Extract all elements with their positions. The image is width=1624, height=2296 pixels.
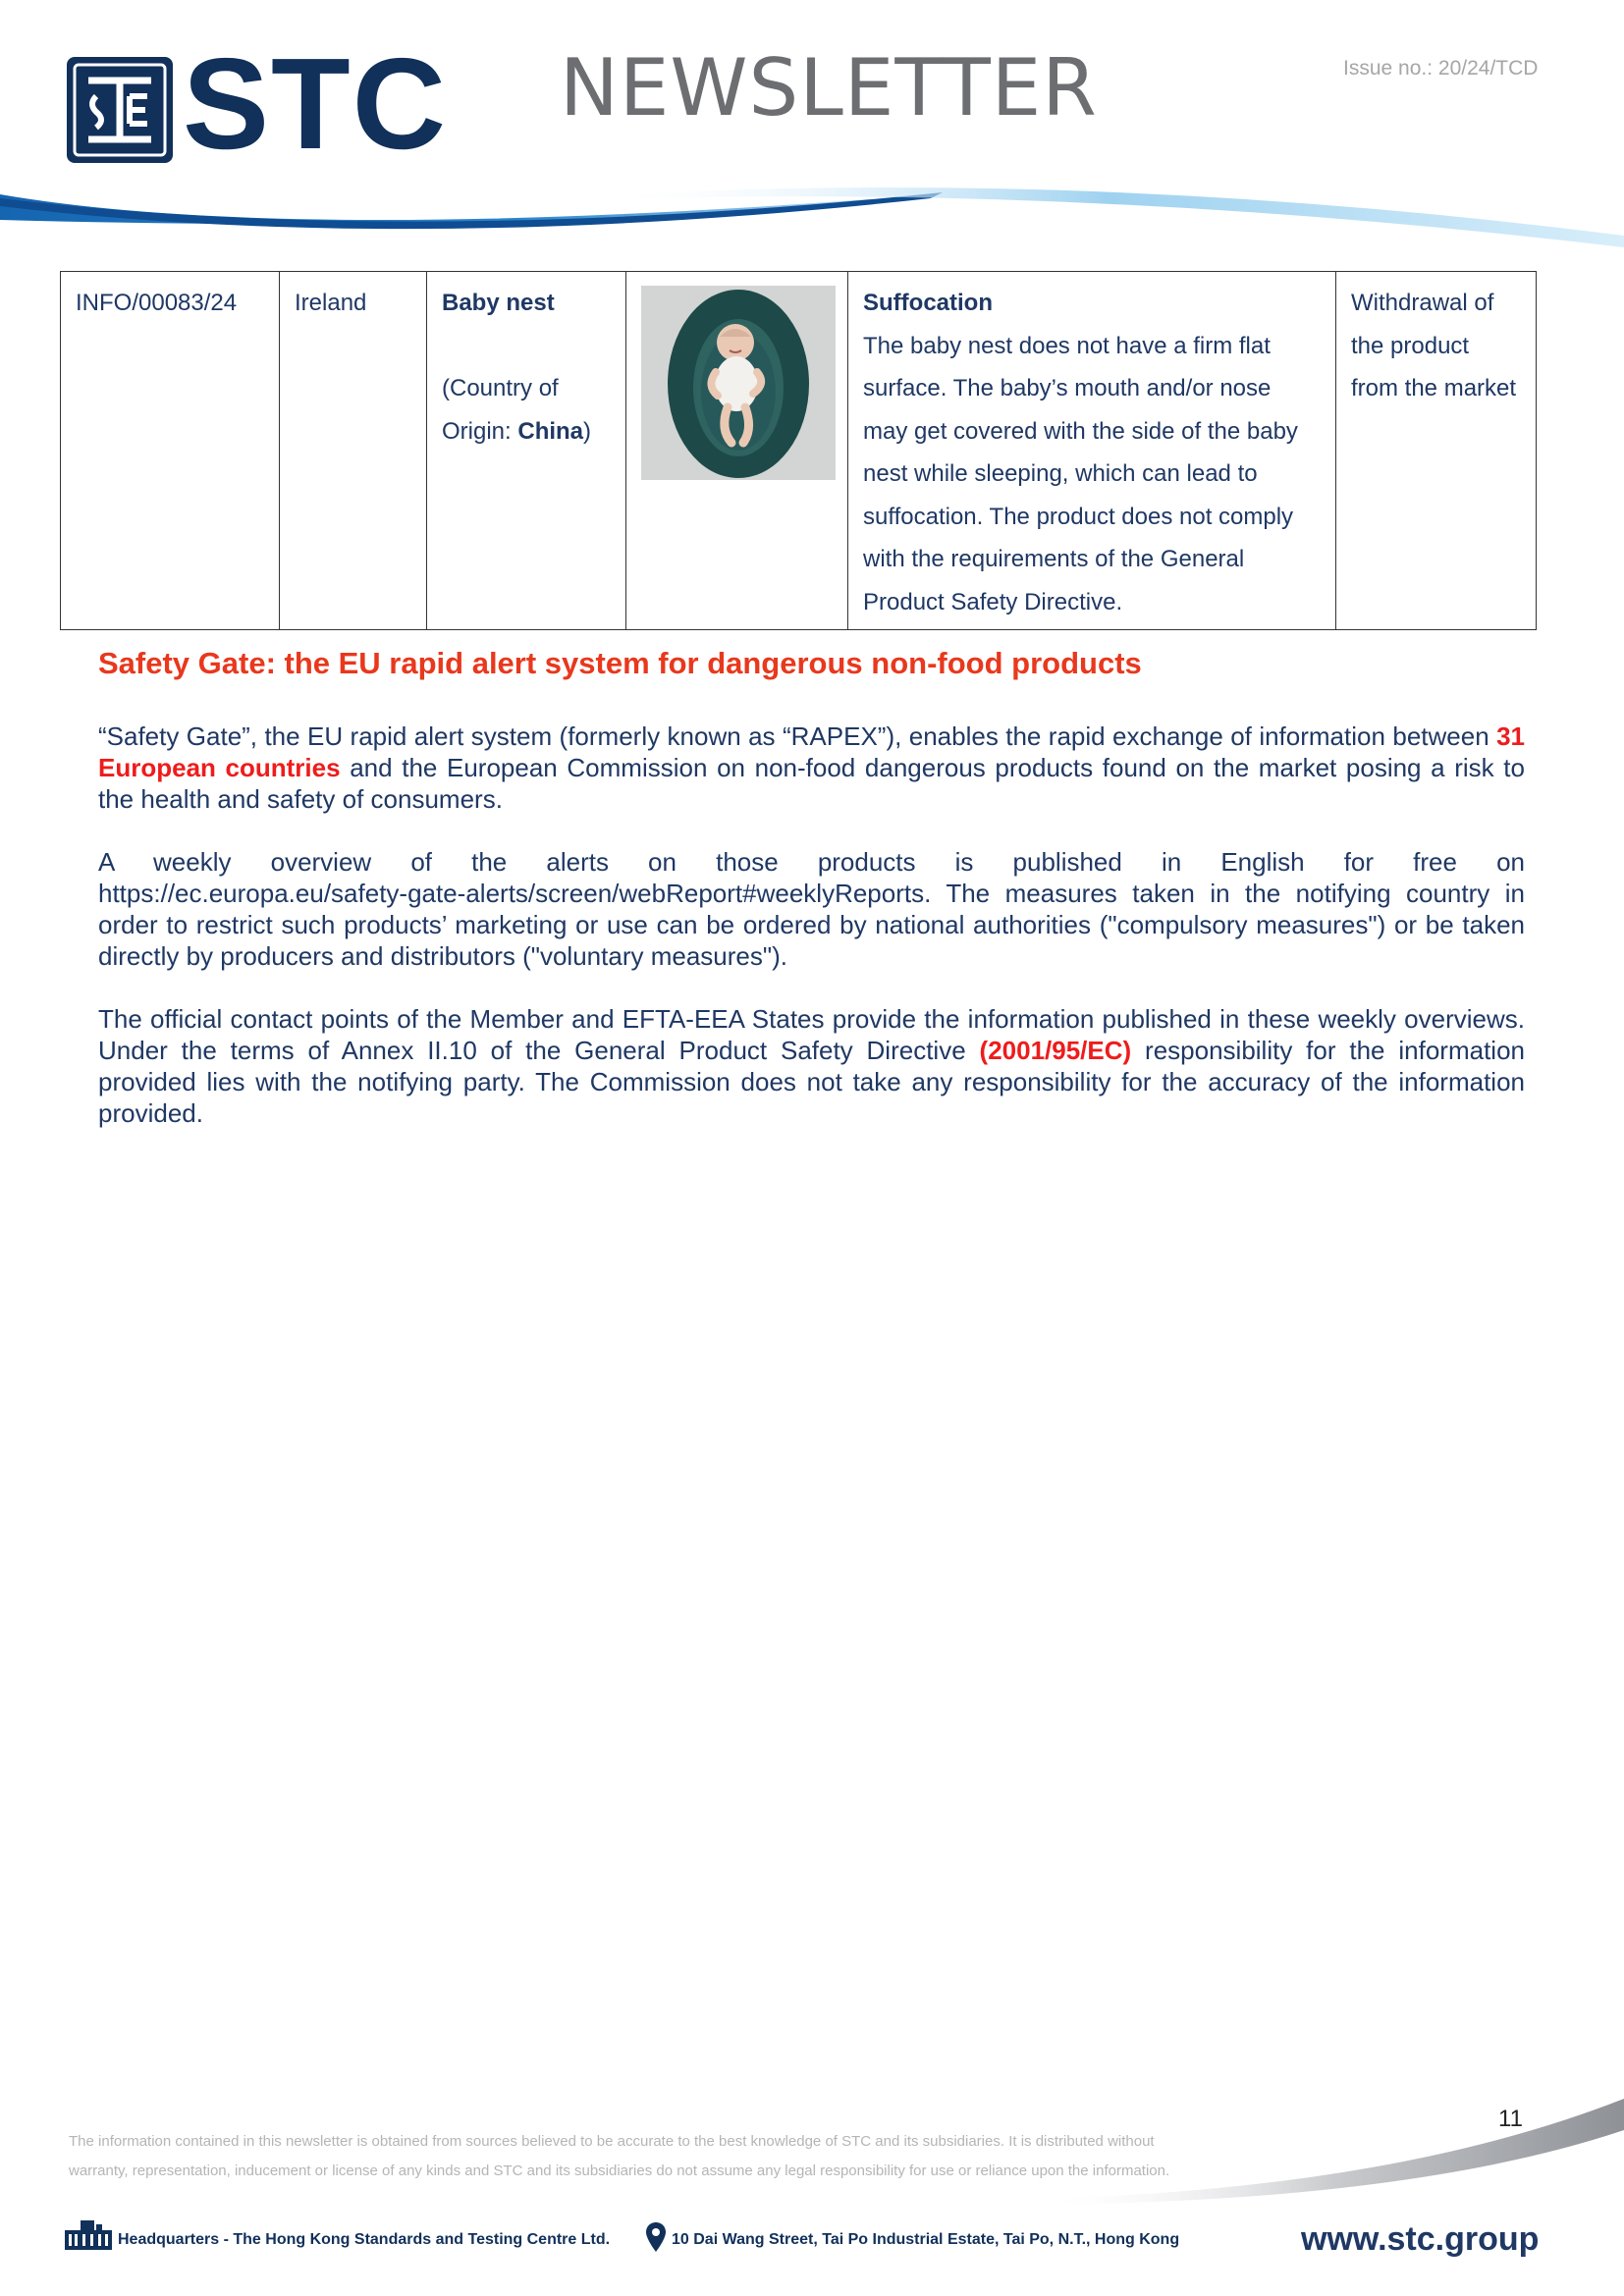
paragraph-weekly-overview	[98, 846, 1525, 972]
headquarters-text: Headquarters - The Hong Kong Standards and Testing Centre Ltd.	[118, 2231, 611, 2248]
page-number: 11	[1498, 2106, 1523, 2132]
reference-cell	[61, 272, 280, 630]
origin-label: Origin:	[442, 417, 518, 445]
newsletter-title: NEWSLETTER	[560, 42, 1098, 133]
alert-country: Ireland	[295, 290, 367, 316]
photo-cell	[626, 272, 848, 630]
origin-line	[442, 410, 612, 454]
product-cell	[427, 272, 626, 630]
para2-first-line: A weekly overview of the alerts on those products is published in English for free on	[98, 847, 1525, 877]
para1-text-a: “Safety Gate”, the EU rapid alert system (formerly known as “RAPEX”), enables the rapid exchange of information between	[98, 721, 1497, 751]
section-heading: Safety Gate: the EU rapid alert system for dangerous non-food products	[98, 646, 1142, 680]
header-swoosh-decoration	[0, 177, 1624, 265]
para1-text-b: and the European Commission on non-food dangerous products found on the market posing a risk to the health and safety of consumers.	[98, 753, 1525, 814]
product-name: Baby nest	[442, 290, 555, 316]
address-text: 10 Dai Wang Street, Tai Po Industrial Estate, Tai Po, N.T., Hong Kong	[672, 2231, 1180, 2248]
issue-number: Issue no.: 20/24/TCD	[1343, 57, 1539, 80]
para3-text-b: responsibility for the information provided lies with the notifying party. The Commission does not take any responsibility for the accuracy of the information provided.	[98, 1036, 1525, 1128]
website-link[interactable]: www.stc.group	[1301, 2220, 1540, 2258]
origin-suffix: )	[583, 417, 592, 445]
measures-text: Withdrawal of the product from the market	[1351, 290, 1517, 401]
building-icon	[63, 2218, 114, 2250]
table-row	[61, 272, 1537, 630]
risk-description: The baby nest does not have a firm flat surface. The baby’s mouth and/or nose may get covered with the side of the baby nest while sleeping, which can lead to suffocation. The product does not comply with the requirements of the General Product Safety Directive.	[863, 332, 1298, 615]
origin-prefix: (Country of	[442, 375, 559, 401]
location-pin-icon	[646, 2222, 666, 2252]
alert-reference: INFO/00083/24	[76, 290, 238, 316]
countries-highlight: 31 European countries	[98, 721, 1525, 782]
origin-country: China	[517, 417, 584, 445]
disclaimer-line: warranty, representation, inducement or license of any kinds and STC and its subsidiaries do not assume any legal responsibility for use or reliance upon the information.	[69, 2163, 1170, 2179]
risk-cell	[848, 272, 1336, 630]
directive-highlight: (2001/95/EC)	[979, 1036, 1132, 1065]
risk-type: Suffocation	[863, 290, 993, 316]
disclaimer-line: The information contained in this newsletter is obtained from sources believed to be accurate to the best knowledge of STC and its subsidiaries. It is distributed without	[69, 2133, 1155, 2150]
measures-cell	[1336, 272, 1537, 630]
alert-table	[60, 271, 1537, 630]
paragraph-contact-points	[98, 1003, 1525, 1129]
para3-text-a: The official contact points of the Member and EFTA-EEA States provide the information published in these weekly overviews. Under the terms of Annex II.10 of the General Product Safety Directive	[98, 1004, 1525, 1065]
country-cell	[280, 272, 427, 630]
logo-wordmark: STC	[183, 31, 448, 176]
footer-swoosh-decoration	[1041, 2091, 1624, 2218]
baby-nest-photo-image	[641, 286, 836, 480]
para2-text: https://ec.europa.eu/safety-gate-alerts/screen/webReport#weeklyReports. The measures taken in the notifying country in order to restrict such products’ marketing or use can be ordered by national authorities ("compulsory measures") or be taken directly by producers and distributors ("voluntary measures").	[98, 879, 1525, 971]
stc-logo-icon	[67, 57, 173, 163]
paragraph-intro	[98, 721, 1525, 815]
